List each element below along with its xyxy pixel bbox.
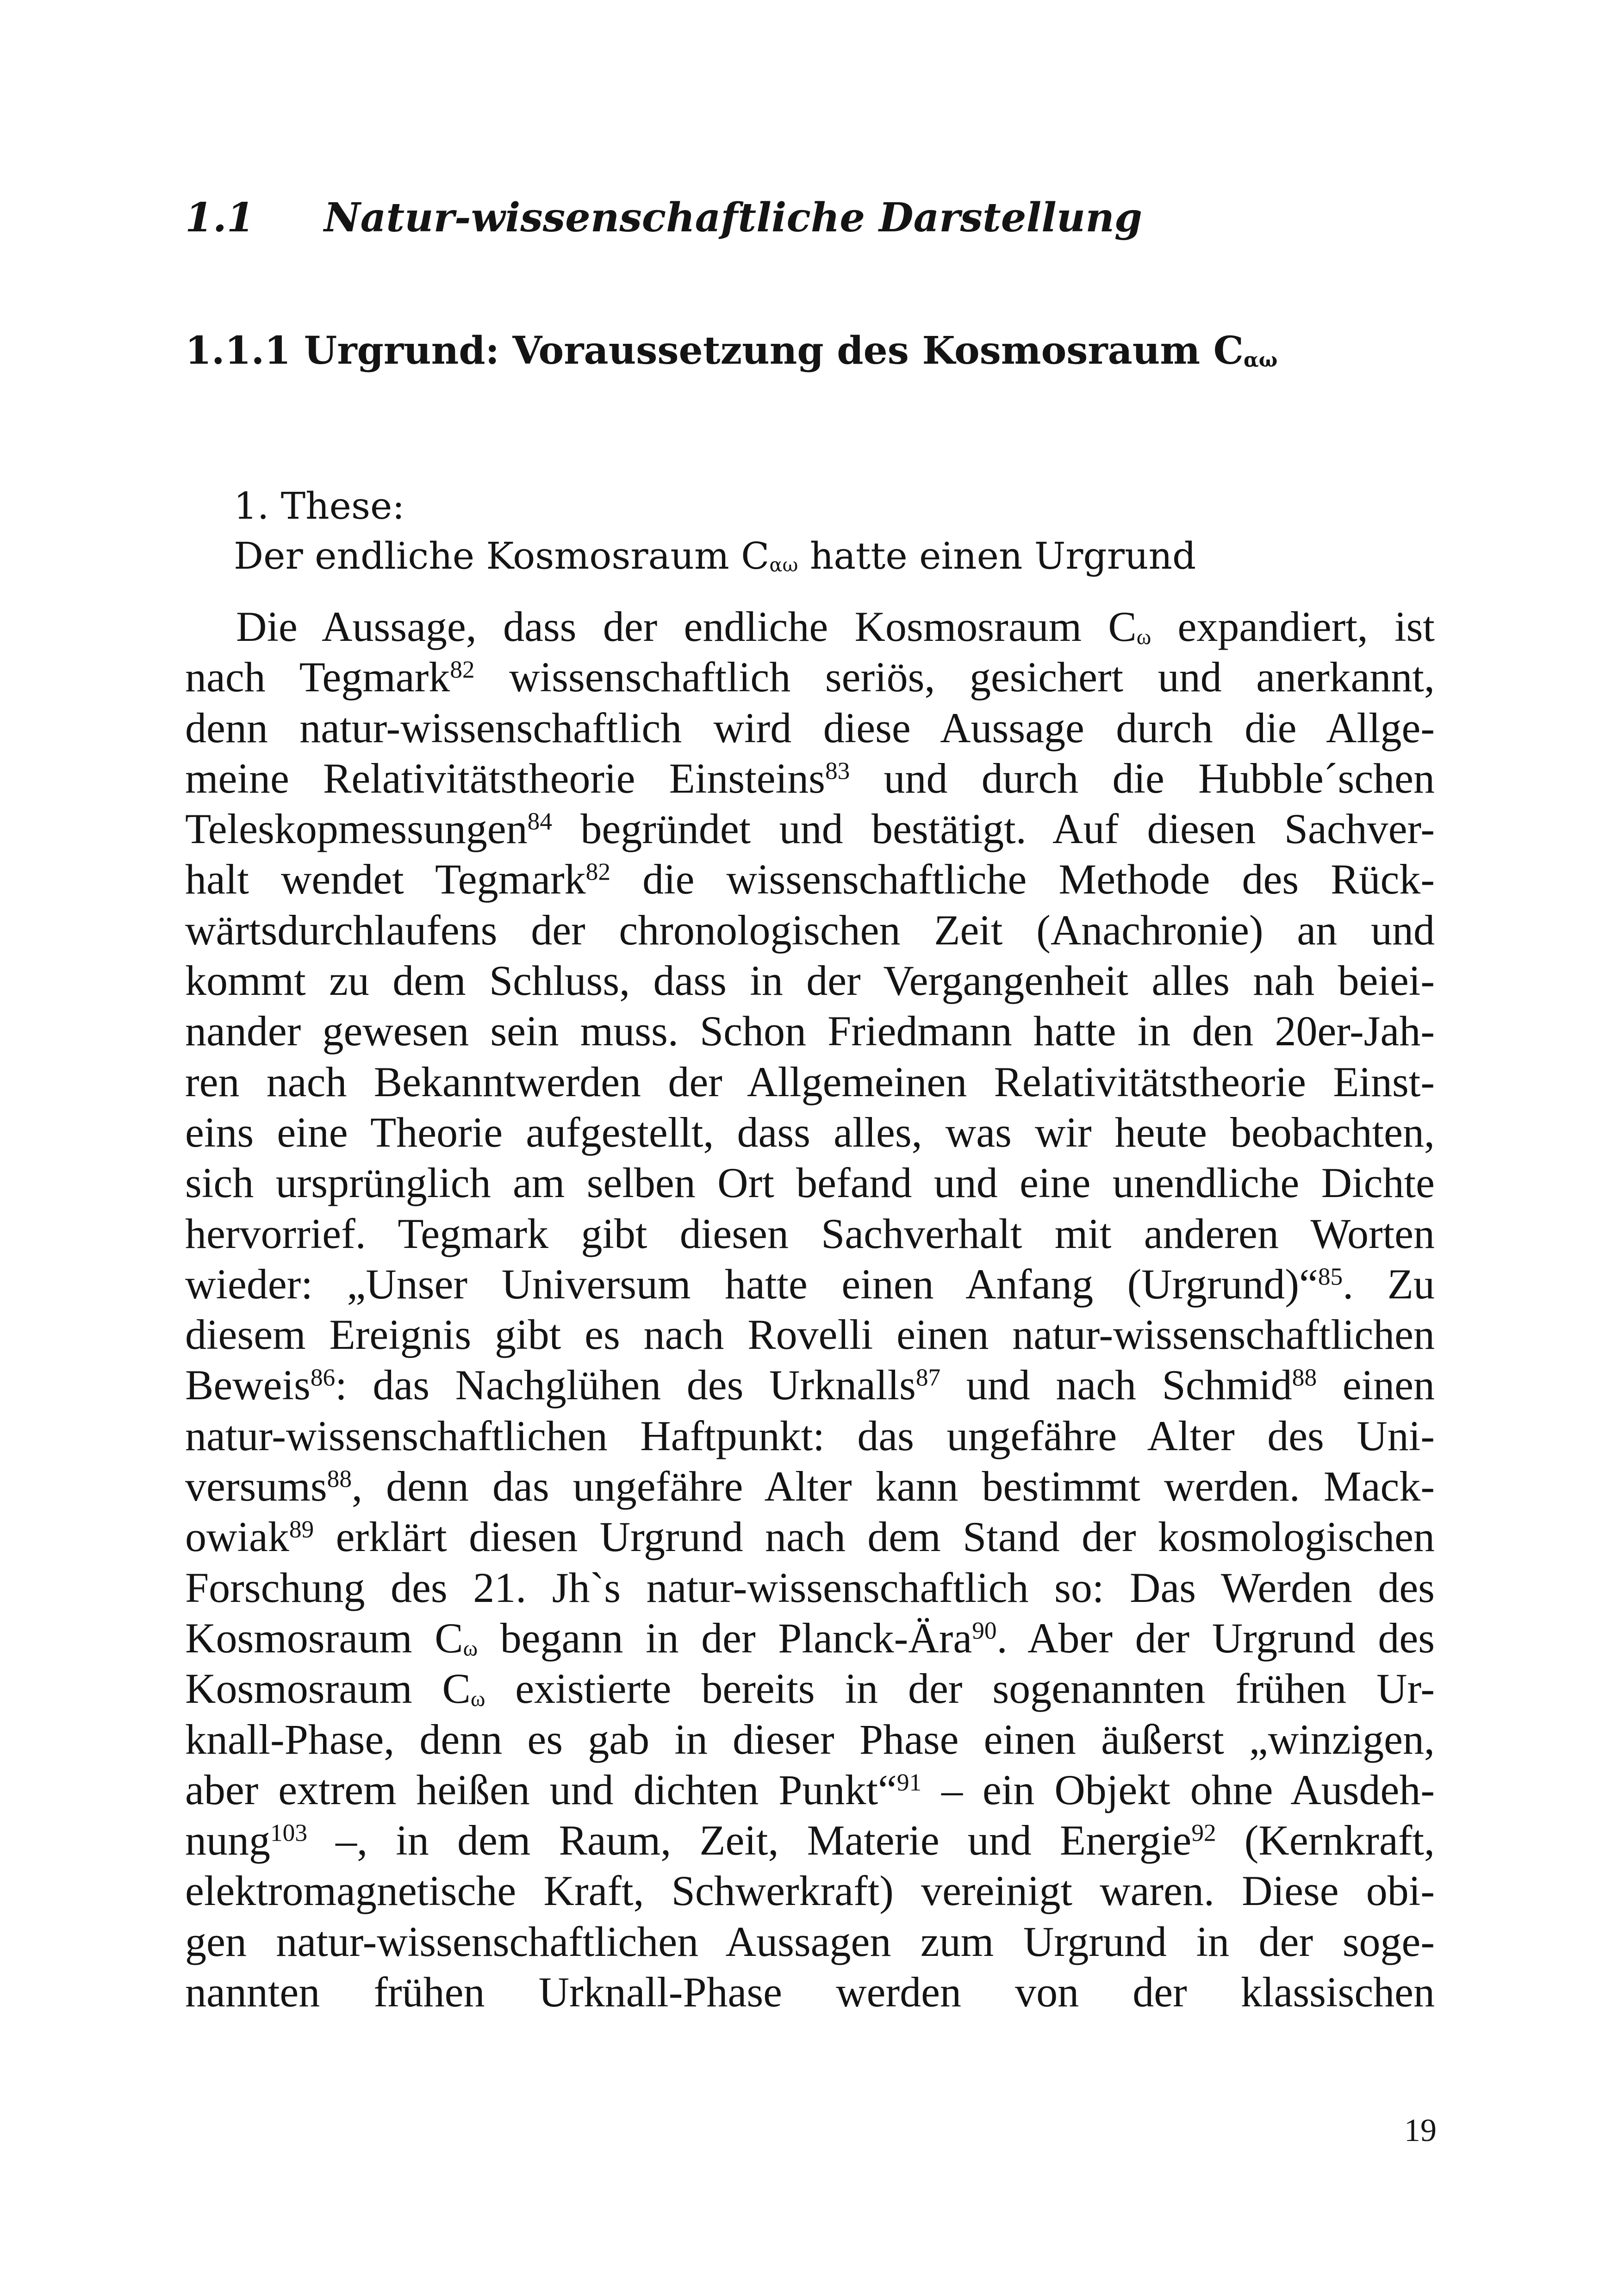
line-text: , denn das ungefähre Alter kann bestimmt werden. Mack- xyxy=(352,1463,1435,1510)
thesis-block xyxy=(234,481,1196,581)
footnote-ref: 82 xyxy=(450,655,475,683)
line-text: Die Aussage, dass der endliche Kosmosraum C xyxy=(236,603,1137,650)
footnote-ref: 88 xyxy=(327,1464,352,1493)
text-line xyxy=(185,753,1435,804)
line-text: ren nach Bekanntwerden der Allgemeinen Relativitätstheorie Einst- xyxy=(185,1058,1435,1105)
line-text: nannten frühen Urknall-Phase werden von der klassischen xyxy=(185,1968,1435,2016)
line-text: . Aber der Urgrund des xyxy=(996,1614,1435,1662)
line-text: : das Nachglühen des Urknalls xyxy=(335,1361,916,1409)
line-text: (Kernkraft, xyxy=(1216,1817,1435,1864)
text-line xyxy=(185,1563,1435,1613)
footnote-ref: 86 xyxy=(310,1364,336,1392)
line-text: owiak xyxy=(185,1513,289,1561)
line-text: Teleskopmessungen xyxy=(185,805,528,853)
line-text: erklärt diesen Urgrund nach dem Stand der kosmologischen xyxy=(314,1513,1435,1561)
text-line xyxy=(185,703,1435,753)
text-line xyxy=(185,1613,1435,1663)
text-line xyxy=(185,1006,1435,1056)
line-text: wieder: „Unser Universum hatte einen Anfang (Urgrund)“ xyxy=(185,1260,1318,1308)
footnote-ref: 103 xyxy=(270,1818,308,1847)
thesis-statement xyxy=(234,531,1196,581)
line-text: elektromagnetische Kraft, Schwerkraft) vereinigt waren. Diese obi- xyxy=(185,1867,1435,1915)
text-line xyxy=(185,1714,1435,1765)
footnote-ref: 84 xyxy=(527,807,552,835)
line-text: begründet und bestätigt. Auf diesen Sachver- xyxy=(552,805,1435,853)
text-line xyxy=(185,1917,1435,1967)
subscript: ω xyxy=(470,1687,485,1712)
text-line xyxy=(185,1209,1435,1259)
line-text: halt wendet Tegmark xyxy=(185,856,586,903)
line-text: denn natur-wissenschaftlich wird diese Aussage durch die Allge- xyxy=(185,704,1435,751)
line-text: eins eine Theorie aufgestellt, dass alles, was wir heute beobachten, xyxy=(185,1108,1435,1156)
text-line xyxy=(185,854,1435,905)
line-text: wissenschaftlich seriös, gesichert und anerkannt, xyxy=(474,653,1435,701)
line-text: Kosmosraum C xyxy=(185,1665,471,1713)
line-text: kommt zu dem Schluss, dass in der Vergangenheit alles nah beiei- xyxy=(185,957,1435,1005)
thesis-text-end: hatte einen Urgrund xyxy=(798,534,1196,577)
line-text: nander gewesen sein muss. Schon Friedmann hatte in den 20er-Jah- xyxy=(185,1007,1435,1055)
text-line xyxy=(185,1309,1435,1360)
text-line xyxy=(185,1360,1435,1410)
text-line xyxy=(185,1107,1435,1158)
subsection-heading xyxy=(185,329,1277,373)
footnote-ref: 85 xyxy=(1318,1262,1343,1291)
line-text: aber extrem heißen und dichten Punkt“ xyxy=(185,1766,897,1813)
subscript: ω xyxy=(463,1636,478,1661)
footnote-ref: 92 xyxy=(1191,1818,1216,1847)
text-line xyxy=(185,1765,1435,1815)
text-line xyxy=(185,956,1435,1006)
line-text: –, in dem Raum, Zeit, Materie und Energie xyxy=(307,1817,1192,1864)
text-line xyxy=(185,905,1435,956)
line-text: Beweis xyxy=(185,1361,311,1409)
text-line xyxy=(185,804,1435,854)
line-text: einen xyxy=(1317,1361,1435,1409)
footnote-ref: 90 xyxy=(972,1616,997,1644)
line-text: existierte bereits in der sogenannten frühen Ur- xyxy=(485,1665,1435,1713)
line-text: natur-wissenschaftlichen Haftpunkt: das ungefähre Alter des Uni- xyxy=(185,1412,1435,1459)
text-line xyxy=(185,1663,1435,1714)
footnote-ref: 87 xyxy=(915,1364,941,1392)
subsection-subscript: αω xyxy=(1243,348,1278,372)
text-line xyxy=(185,1461,1435,1512)
thesis-subscript: αω xyxy=(769,553,798,577)
text-line xyxy=(185,1158,1435,1208)
text-line xyxy=(185,1512,1435,1562)
line-text: und nach Schmid xyxy=(940,1361,1292,1409)
footnote-ref: 91 xyxy=(896,1768,922,1796)
text-line xyxy=(185,1411,1435,1461)
line-text: – ein Objekt ohne Ausdeh- xyxy=(921,1766,1435,1813)
line-text: nung xyxy=(185,1817,270,1864)
line-text: expandiert, ist xyxy=(1151,603,1435,650)
line-text: die wissenschaftliche Methode des Rück- xyxy=(610,856,1435,903)
line-text: begann in der Planck-Ära xyxy=(478,1614,972,1662)
line-text: sich ursprünglich am selben Ort befand und eine unendliche Dichte xyxy=(185,1159,1435,1207)
body-paragraph xyxy=(185,602,1435,2017)
line-text: wärtsdurchlaufens der chronologischen Zeit (Anachronie) an und xyxy=(185,906,1435,954)
section-title: Natur-wissenschaftliche Darstellung xyxy=(324,194,1142,241)
subsection-title: 1.1.1 Urgrund: Voraussetzung des Kosmosraum C xyxy=(185,329,1244,373)
text-line xyxy=(185,652,1435,702)
footnote-ref: 82 xyxy=(585,858,611,886)
subscript: ω xyxy=(1136,625,1151,650)
page-number: 19 xyxy=(1404,2113,1437,2148)
text-line xyxy=(185,1259,1435,1309)
line-text: . Zu xyxy=(1343,1260,1435,1308)
line-text: Kosmosraum C xyxy=(185,1614,463,1662)
line-text: meine Relativitätstheorie Einsteins xyxy=(185,754,825,802)
text-line xyxy=(185,1866,1435,1916)
text-line xyxy=(185,1967,1435,2017)
line-text: hervorrief. Tegmark gibt diesen Sachverhalt mit anderen Worten xyxy=(185,1210,1435,1257)
footnote-ref: 88 xyxy=(1292,1364,1317,1392)
line-text: und durch die Hubble´schen xyxy=(850,754,1435,802)
footnote-ref: 83 xyxy=(825,757,850,785)
thesis-label: 1. These: xyxy=(234,484,405,527)
line-text: gen natur-wissenschaftlichen Aussagen zum Urgrund in der soge- xyxy=(185,1917,1435,1965)
section-heading xyxy=(185,194,1142,241)
text-line xyxy=(185,602,1435,652)
text-line xyxy=(185,1057,1435,1107)
line-text: versums xyxy=(185,1463,327,1510)
thesis-text: Der endliche Kosmosraum C xyxy=(234,534,770,577)
footnote-ref: 89 xyxy=(289,1515,314,1543)
line-text: nach Tegmark xyxy=(185,653,450,701)
section-number: 1.1 xyxy=(185,194,255,241)
line-text: Forschung des 21. Jh`s natur-wissenschaftlich so: Das Werden des xyxy=(185,1564,1435,1611)
line-text: diesem Ereignis gibt es nach Rovelli einen natur-wissenschaftlichen xyxy=(185,1311,1435,1359)
text-line xyxy=(185,1815,1435,1866)
line-text: knall-Phase, denn es gab in dieser Phase einen äußerst „winzigen, xyxy=(185,1715,1435,1763)
